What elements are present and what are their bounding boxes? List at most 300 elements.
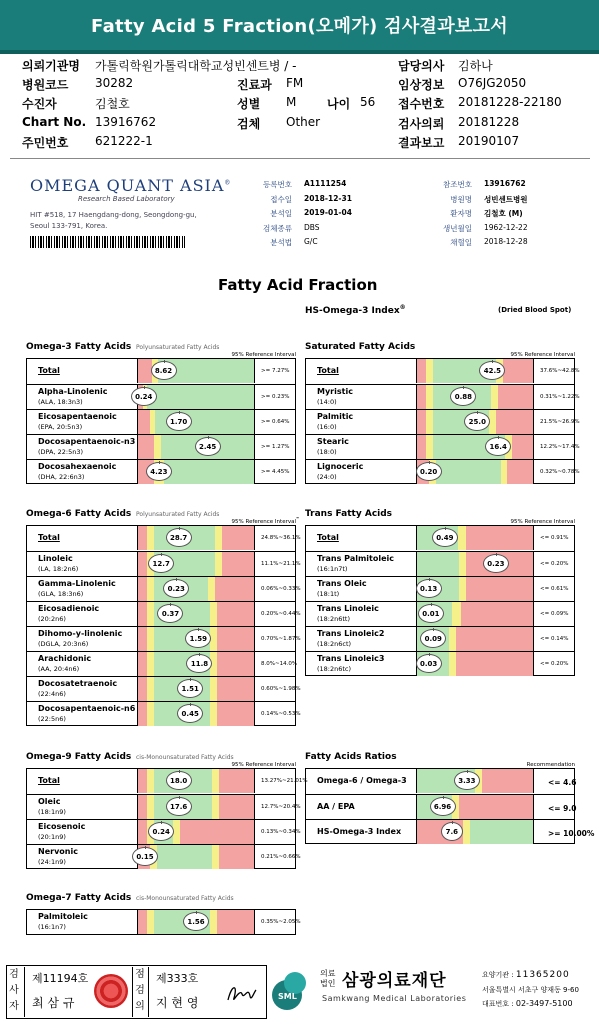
- reference-range: >= 0.64%: [261, 419, 290, 425]
- range-zone-red: [222, 526, 254, 550]
- section-table: [26, 358, 296, 484]
- range-bar: [137, 435, 255, 459]
- row-name: Alpha-Linolenic: [38, 387, 108, 396]
- dept-value: FM: [286, 76, 304, 90]
- row-subname: (22:4n6): [38, 690, 66, 698]
- reference-range: 8.0%~14.0%: [261, 661, 298, 667]
- receipt-value: 20181228-22180: [458, 95, 562, 109]
- meta-row: [412, 179, 582, 191]
- row-subname: (GLA, 18:3n6): [38, 590, 84, 598]
- meta-row: [412, 194, 582, 206]
- reference-header: 95% Reference Interval: [231, 762, 296, 768]
- range-zone-yellow: [215, 552, 222, 576]
- index-label: HS-Omega-3 Index: [305, 306, 400, 316]
- range-zone-red: [466, 577, 533, 601]
- range-zone-yellow: [154, 435, 161, 459]
- row-subname: (22:5n6): [38, 715, 66, 723]
- range-zone-red: [138, 769, 147, 793]
- value-marker: 12.7: [148, 554, 174, 573]
- result-row: [27, 910, 301, 935]
- logo-text: SML: [278, 992, 297, 1001]
- range-bar: [137, 410, 255, 434]
- section-subtitle: cis-Monounsaturated Fatty Acids: [136, 754, 234, 761]
- range-zone-yellow: [147, 910, 154, 934]
- org-name: 삼광의료재단: [342, 971, 447, 991]
- range-zone-red: [417, 385, 426, 409]
- range-zone-yellow: [459, 577, 466, 601]
- rrn-value: 621222-1: [95, 134, 153, 148]
- range-zone-red: [496, 410, 533, 434]
- doctor-label: 담당의사: [398, 59, 445, 73]
- value-marker: 0.23: [163, 579, 189, 598]
- range-zone-red: [417, 359, 426, 383]
- reference-header: 95% Reference Interval: [231, 352, 296, 358]
- range-zone-yellow: [458, 526, 466, 550]
- row-name: Eicosadienoic: [38, 604, 100, 613]
- meta-label: 등록번호: [263, 180, 292, 189]
- range-bar: [416, 577, 534, 601]
- signature-icon: [222, 978, 260, 1010]
- range-zone-red: [219, 769, 254, 793]
- row-subname: (EPA, 20:5n3): [38, 423, 83, 431]
- value-marker: 6.96: [430, 797, 456, 816]
- row-subname: (16:1n7): [38, 923, 66, 931]
- row-name: Docosahexaenoic: [38, 462, 117, 471]
- reference-range: <= 4.6: [548, 778, 577, 787]
- meta-value: 김철호 (M): [484, 209, 523, 218]
- range-zone-yellow: [501, 460, 508, 484]
- meta-label: 분석일: [270, 209, 292, 218]
- reviewer-name: 지 현 영: [156, 996, 199, 1010]
- reference-range: 0.70%~1.87%: [261, 636, 301, 642]
- range-zone-yellow: [212, 845, 219, 869]
- range-zone-red: [503, 359, 533, 383]
- result-row: [306, 819, 595, 844]
- inspector-label: 검사자: [9, 969, 19, 1012]
- range-bar: [137, 460, 255, 484]
- range-bar: [137, 385, 255, 409]
- result-row: [306, 769, 577, 794]
- value-marker: 0.03: [416, 654, 442, 673]
- row-subname: (DPA, 22:5n3): [38, 448, 84, 456]
- range-bar: [137, 910, 255, 934]
- value-marker: 7.6: [441, 822, 463, 841]
- value-marker: 0.01: [418, 604, 444, 623]
- value-marker: 3.33: [454, 771, 480, 790]
- result-row: [306, 651, 574, 676]
- clinical-value: O76JG2050: [458, 76, 527, 90]
- range-bar: [137, 677, 255, 701]
- barcode: [30, 236, 185, 248]
- value-marker: 0.23: [483, 554, 509, 573]
- range-zone-yellow: [210, 677, 217, 701]
- section-title: Trans Fatty Acids: [305, 509, 393, 519]
- reference-range: 0.13%~0.34%: [261, 829, 301, 835]
- care-value: 11365200: [515, 970, 570, 980]
- care-label: 요양기관 :: [482, 971, 514, 979]
- meta-label: 생년월일: [443, 223, 472, 233]
- patient-label: 수진자: [22, 97, 57, 111]
- range-bar: [416, 410, 534, 434]
- value-marker: 11.8: [186, 654, 212, 673]
- value-marker: 1.70: [166, 412, 192, 431]
- row-subname: (DHA, 22:6n3): [38, 473, 85, 481]
- section-subtitle: Polyunsaturated Fatty Acids: [136, 344, 220, 351]
- meta-row: [232, 208, 402, 220]
- range-zone-red: [219, 845, 254, 869]
- reference-range: 24.8%~36.1%: [261, 535, 301, 541]
- sep3: [148, 967, 149, 1017]
- row-name: Palmitoleic: [38, 912, 88, 921]
- section-subtitle: Polyunsaturated Fatty Acids: [136, 511, 220, 518]
- range-zone-red: [466, 526, 533, 550]
- row-name: Eicosapentaenoic: [38, 412, 117, 421]
- section-title: Omega-6 Fatty Acids: [26, 509, 132, 519]
- range-bar: [137, 795, 255, 819]
- reference-range: 0.14%~0.53%: [261, 711, 301, 717]
- range-zone-yellow: [459, 552, 466, 576]
- report-title: Fatty Acid 5 Fraction(오메가) 검사결과보고서: [0, 0, 599, 54]
- reference-range: <= 0.09%: [540, 611, 569, 617]
- reference-range: 0.21%~0.66%: [261, 854, 301, 860]
- reference-header: 95% Reference Interval: [231, 519, 296, 525]
- range-zone-red: [138, 602, 147, 626]
- meta-row: [232, 179, 402, 191]
- patient-value: 김철호: [95, 97, 130, 111]
- range-bar: [416, 359, 534, 383]
- range-bar: [416, 385, 534, 409]
- row-name: Total: [38, 366, 60, 375]
- value-marker: 2.45: [195, 437, 221, 456]
- row-name: Docosapentaenoic-n3: [38, 437, 136, 446]
- row-name: Dihomo-y-linolenic: [38, 629, 123, 638]
- reference-range: <= 0.91%: [540, 535, 569, 541]
- row-name: Total: [317, 366, 339, 375]
- reference-range: 0.60%~1.98%: [261, 686, 301, 692]
- org-en: Samkwang Medical Laboratories: [322, 994, 467, 1003]
- range-zone-yellow: [463, 820, 470, 844]
- range-zone-yellow: [147, 702, 154, 726]
- reference-range: >= 1.27%: [261, 444, 290, 450]
- meta-value: 1962-12-22: [484, 222, 528, 232]
- range-zone-yellow: [449, 627, 456, 651]
- reference-range: <= 9.0: [548, 804, 577, 813]
- meta-row: [412, 208, 582, 220]
- value-marker: 17.6: [166, 797, 192, 816]
- range-zone-yellow: [147, 526, 154, 550]
- doctor-value: 김하나: [458, 59, 493, 73]
- reference-range: 0.06%~0.33%: [261, 586, 301, 592]
- age-value: 56: [360, 95, 376, 109]
- reference-range: 21.5%~26.9%: [540, 419, 580, 425]
- row-subname: (24:0): [317, 473, 337, 481]
- receipt-label: 접수번호: [398, 97, 445, 111]
- value-marker: 0.45: [177, 704, 203, 723]
- value-marker: 0.09: [420, 629, 446, 648]
- range-zone-red: [138, 577, 147, 601]
- range-zone-red: [217, 910, 254, 934]
- range-bar: [137, 702, 255, 726]
- range-zone-green: [164, 460, 254, 484]
- inspector-no: 제11194호: [32, 972, 89, 985]
- chart-label: Chart No.: [22, 115, 87, 129]
- lab-name: OMEGA QUANT ASIA: [30, 176, 225, 195]
- row-name: Trans Oleic: [317, 579, 367, 588]
- rrn-label: 주민번호: [22, 136, 69, 150]
- range-bar: [137, 359, 255, 383]
- section-table: [305, 768, 595, 844]
- result-row: [306, 409, 580, 434]
- meta-label: 참조번호: [443, 180, 472, 189]
- org-prefix: [320, 969, 335, 989]
- range-zone-yellow: [147, 652, 154, 676]
- row-name: Eicosenoic: [38, 822, 86, 831]
- range-bar: [137, 526, 255, 550]
- value-marker: 0.24: [148, 822, 174, 841]
- row-name: Docosapentaenoic-n6: [38, 704, 136, 713]
- reference-range: >= 10.00%: [548, 829, 595, 838]
- dbs-note: (Dried Blood Spot): [498, 306, 572, 314]
- result-row: [27, 526, 301, 551]
- reference-range: 11.1%~21.1%: [261, 561, 301, 567]
- value-marker: 28.7: [166, 528, 192, 547]
- range-zone-yellow: [426, 410, 433, 434]
- range-zone-red: [138, 702, 147, 726]
- row-subname: (16:0): [317, 423, 337, 431]
- row-name: Trans Linoleic: [317, 604, 379, 613]
- report-date-value: 20190107: [458, 134, 520, 148]
- range-bar: [137, 552, 255, 576]
- range-zone-yellow: [210, 602, 217, 626]
- sep1: [24, 967, 25, 1017]
- result-row: [27, 701, 301, 726]
- dept-label: 진료과: [237, 78, 272, 92]
- section-table: [26, 525, 301, 726]
- range-zone-yellow: [491, 385, 498, 409]
- value-marker: 0.37: [157, 604, 183, 623]
- range-bar: [416, 435, 534, 459]
- range-bar: [137, 845, 255, 869]
- range-zone-red: [217, 677, 254, 701]
- range-zone-red: [138, 552, 147, 576]
- result-row: [27, 626, 301, 651]
- result-row: [27, 459, 295, 484]
- result-row: [306, 576, 574, 601]
- range-zone-green: [147, 385, 254, 409]
- org-phone: [482, 999, 573, 1009]
- section-table: [305, 525, 575, 676]
- range-zone-red: [138, 795, 147, 819]
- lab-tagline: Research Based Laboratory: [78, 195, 175, 203]
- range-zone-yellow: [426, 385, 433, 409]
- range-bar: [416, 552, 534, 576]
- clinical-label: 임상정보: [398, 78, 445, 92]
- reference-range: >= 7.27%: [261, 368, 290, 374]
- result-row: [27, 434, 295, 459]
- range-zone-red: [222, 552, 254, 576]
- result-row: [306, 601, 574, 626]
- result-row: [27, 794, 301, 819]
- row-subname: (20:2n6): [38, 615, 66, 623]
- range-zone-red: [138, 910, 147, 934]
- row-name: Myristic: [317, 387, 353, 396]
- chart-value: 13916762: [95, 115, 157, 129]
- value-marker: 1.59: [185, 629, 211, 648]
- inspector-seal-icon: [94, 974, 128, 1008]
- row-name: Palmitic: [317, 412, 354, 421]
- reference-header: 95% Reference Interval: [510, 352, 575, 358]
- phone-value: 02-3497-5100: [515, 999, 573, 1008]
- row-name: Lignoceric: [317, 462, 364, 471]
- result-row: [27, 601, 301, 626]
- row-name: Total: [38, 533, 60, 542]
- range-zone-red: [507, 460, 533, 484]
- value-marker: 16.4: [485, 437, 511, 456]
- range-zone-yellow: [210, 910, 217, 934]
- reference-header: 95% Reference Interval: [510, 519, 575, 525]
- meta-value: 2018-12-31: [304, 193, 352, 203]
- result-row: [27, 819, 301, 844]
- care-no: [482, 970, 570, 980]
- range-zone-red: [138, 526, 147, 550]
- reference-range: 0.35%~2.05%: [261, 919, 301, 925]
- sep2: [132, 967, 133, 1017]
- org-address: 서울특별시 서초구 양재동 9-60: [482, 986, 579, 994]
- result-row: [306, 526, 574, 551]
- code-label: 병원코드: [22, 78, 69, 92]
- specimen-value: Other: [286, 115, 321, 129]
- meta-value: G/C: [304, 237, 318, 246]
- section-title: Omega-3 Fatty Acids: [26, 342, 132, 352]
- meta-value: 13916762: [484, 179, 526, 188]
- reference-range: <= 0.61%: [540, 586, 569, 592]
- range-zone-red: [180, 820, 254, 844]
- reference-range: <= 0.14%: [540, 636, 569, 642]
- row-name: Oleic: [38, 797, 61, 806]
- range-bar: [137, 652, 255, 676]
- row-name: Total: [38, 776, 60, 785]
- range-zone-red: [138, 627, 147, 651]
- row-name: Arachidonic: [38, 654, 92, 663]
- reviewer-label: 점검의: [135, 969, 145, 1012]
- lab-address1: HIT #518, 17 Haengdang-dong, Seongdong-gu,: [30, 211, 197, 219]
- result-row: [27, 844, 301, 869]
- section-title: Omega-9 Fatty Acids: [26, 752, 132, 762]
- section-table: [26, 909, 301, 935]
- row-subname: (DGLA, 20:3n6): [38, 640, 89, 648]
- row-subname: (LA, 18:2n6): [38, 565, 79, 573]
- section-title: Saturated Fatty Acids: [305, 342, 416, 352]
- result-row: [306, 794, 577, 819]
- result-row: [27, 551, 301, 576]
- range-zone-red: [512, 435, 533, 459]
- meta-row: [232, 237, 402, 249]
- row-name: Trans Linoleic2: [317, 629, 385, 638]
- value-marker: 25.0: [464, 412, 490, 431]
- section-title: Omega-7 Fatty Acids: [26, 893, 132, 903]
- value-marker: 0.20: [416, 462, 442, 481]
- meta-label: 접수일: [270, 194, 292, 204]
- range-zone-red: [138, 435, 154, 459]
- range-zone-red: [215, 577, 254, 601]
- range-zone-red: [219, 795, 254, 819]
- value-marker: 8.62: [151, 361, 177, 380]
- row-subname: (18:1n9): [38, 808, 66, 816]
- range-zone-red: [138, 677, 147, 701]
- value-marker: 0.88: [450, 387, 476, 406]
- fraction-title: Fatty Acid Fraction: [218, 276, 378, 294]
- meta-label: 검체종류: [263, 223, 292, 233]
- result-row: [306, 434, 580, 459]
- meta-label: 채혈일: [450, 238, 472, 247]
- range-zone-yellow: [210, 702, 217, 726]
- specimen-label: 검체: [237, 117, 261, 131]
- range-zone-yellow: [212, 769, 219, 793]
- range-zone-yellow: [449, 652, 456, 676]
- range-zone-green: [470, 820, 533, 844]
- meta-row: [412, 223, 582, 235]
- result-row: [27, 769, 308, 794]
- index-title: [305, 304, 406, 316]
- range-zone-red: [217, 652, 254, 676]
- range-zone-red: [217, 702, 254, 726]
- reviewer-no: 제333호: [156, 972, 199, 985]
- range-bar: [416, 602, 534, 626]
- row-subname: (18:1t): [317, 590, 340, 598]
- age-label: 나이: [327, 97, 351, 111]
- row-name: Nervonic: [38, 847, 78, 856]
- range-bar: [137, 602, 255, 626]
- row-name: Total: [317, 533, 339, 542]
- section-table: [26, 768, 308, 869]
- reference-header: Recommendation: [526, 762, 575, 768]
- value-marker: 1.51: [177, 679, 203, 698]
- row-subname: (18:2n6ct): [317, 640, 352, 648]
- range-zone-red: [461, 602, 533, 626]
- value-marker: 1.56: [183, 912, 209, 931]
- lab-address2: Seoul 133-791, Korea.: [30, 222, 108, 230]
- meta-label: 환자명: [450, 209, 472, 218]
- dash-mark: -: [296, 513, 300, 523]
- range-zone-red: [217, 602, 254, 626]
- row-subname: (AA, 20:4n6): [38, 665, 80, 673]
- row-name: Linoleic: [38, 554, 73, 563]
- range-bar: [416, 526, 534, 550]
- header-divider: [10, 158, 590, 159]
- range-zone-yellow: [426, 359, 433, 383]
- reference-range: >= 0.23%: [261, 394, 290, 400]
- row-subname: (18:2n6tt): [317, 615, 351, 623]
- reference-range: <= 0.20%: [540, 661, 569, 667]
- range-bar: [137, 577, 255, 601]
- range-zone-red: [456, 627, 533, 651]
- row-name: AA / EPA: [317, 802, 355, 811]
- meta-label: 분석법: [270, 238, 292, 247]
- meta-value: 2019-01-04: [304, 208, 352, 217]
- range-zone-green: [417, 552, 459, 576]
- reference-range: 37.6%~42.8%: [540, 368, 580, 374]
- row-name: Trans Linoleic3: [317, 654, 385, 663]
- org-prefix2: 법인: [320, 979, 336, 988]
- range-zone-red: [138, 820, 147, 844]
- reference-range: 0.31%~1.22%: [540, 394, 580, 400]
- hospital-value: 가톨릭학원가톨릭대학교성빈센트병 / -: [95, 59, 297, 73]
- meta-value: 성빈센트병원: [484, 194, 528, 204]
- result-row: [27, 384, 295, 409]
- section-title: Fatty Acids Ratios: [305, 752, 397, 762]
- row-subname: (14:0): [317, 398, 337, 406]
- result-row: [306, 459, 580, 484]
